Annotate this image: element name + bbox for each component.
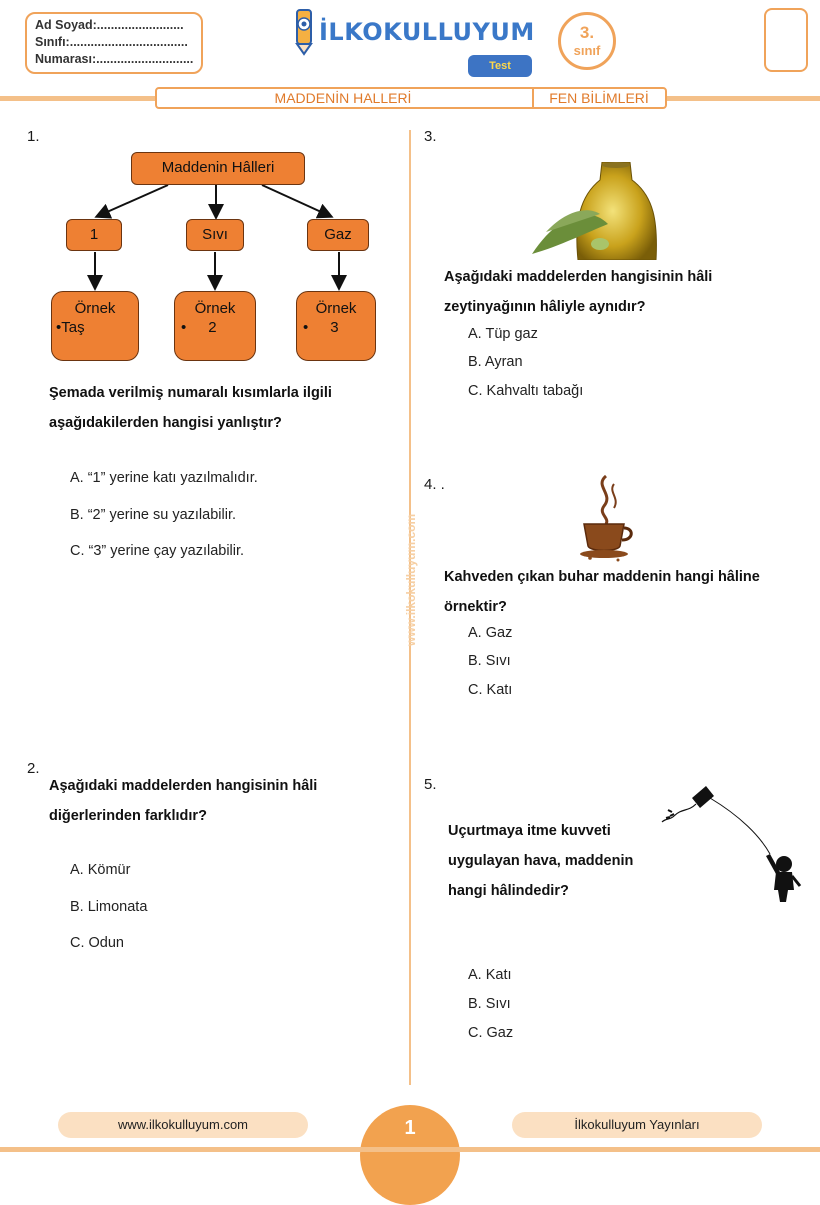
footer-website[interactable]: www.ilkokulluyum.com <box>58 1112 308 1138</box>
test-badge: Test <box>468 55 532 77</box>
grade-number: 3. <box>579 23 595 42</box>
pencil-mascot-icon <box>283 8 323 56</box>
diagram-example-3 <box>296 291 376 361</box>
question-2-number: 2. <box>27 760 40 777</box>
logo-text: İLKOKULLUYUM <box>319 18 535 46</box>
example-1-title: Örnek <box>74 300 116 317</box>
question-1-number: 1. <box>27 128 40 145</box>
example-1-value: Taş <box>61 319 85 336</box>
name-field[interactable]: Ad Soyad:......................... <box>35 18 184 32</box>
diagram-branch-liquid: Sıvı <box>186 219 244 251</box>
example-3-title: Örnek <box>315 300 357 317</box>
question-1-option-a[interactable]: A. “1” yerine katı yazılmalıdır. <box>70 470 258 486</box>
question-5-option-a[interactable]: A. Katı <box>468 967 512 983</box>
question-3-line-2: zeytinyağının hâliyle aynıdır? <box>444 299 646 315</box>
olive-oil-bottle-icon <box>530 162 660 260</box>
question-3-option-c[interactable]: C. Kahvaltı tabağı <box>468 383 584 399</box>
grade-word: sınıf <box>573 43 601 58</box>
footer-rule <box>0 1147 820 1152</box>
question-4-number: 4. . <box>424 476 445 493</box>
question-1-line-2: aşağıdakilerden hangisi yanlıştır? <box>49 415 282 431</box>
diagram-example-2 <box>174 291 256 361</box>
question-3-option-b[interactable]: B. Ayran <box>468 354 523 370</box>
question-4-option-c[interactable]: C. Katı <box>468 682 513 698</box>
question-2-line-2: diğerlerinden farklıdır? <box>49 808 207 824</box>
question-2-option-b[interactable]: B. Limonata <box>70 899 148 915</box>
page-number: 1 <box>404 1117 416 1139</box>
logo <box>283 8 538 56</box>
grade-badge <box>558 12 616 70</box>
example-2-bullet: • <box>181 319 187 336</box>
question-4-line-1: Kahveden çıkan buhar maddenin hangi hâline <box>444 569 760 585</box>
question-5-line-3: hangi hâlindedir? <box>448 883 569 899</box>
question-3-line-1: Aşağıdaki maddelerden hangisinin hâli <box>444 269 713 285</box>
question-5-number: 5. <box>424 776 437 793</box>
question-5-text <box>448 816 668 906</box>
question-5-option-c[interactable]: C. Gaz <box>468 1025 514 1041</box>
subject-title: FEN BİLİMLERİ <box>532 89 664 107</box>
question-2-text <box>49 771 399 831</box>
question-3-number: 3. <box>424 128 437 145</box>
question-1-line-1: Şemada verilmiş numaralı kısımlarla ilgili <box>49 385 332 401</box>
child-flying-kite-icon <box>660 786 810 906</box>
question-1-option-b[interactable]: B. “2” yerine su yazılabilir. <box>70 507 237 523</box>
question-4-option-a[interactable]: A. Gaz <box>468 625 513 641</box>
question-3-text <box>444 262 814 322</box>
steaming-coffee-cup-icon <box>578 474 636 564</box>
diagram-root-box: Maddenin Hâlleri <box>131 152 305 185</box>
question-2-option-a[interactable]: A. Kömür <box>70 862 131 878</box>
question-2-option-c[interactable]: C. Odun <box>70 935 124 951</box>
question-5-line-2: uygulayan hava, maddenin <box>448 853 634 869</box>
diagram-branch-1: 1 <box>66 219 122 251</box>
question-1-option-c[interactable]: C. “3” yerine çay yazılabilir. <box>70 543 245 559</box>
example-2-title: Örnek <box>194 300 236 317</box>
question-1-text <box>49 378 399 438</box>
question-2-line-1: Aşağıdaki maddelerden hangisinin hâli <box>49 778 318 794</box>
topic-title: MADDENİN HALLERİ <box>274 90 412 106</box>
footer-publisher: İlkokulluyum Yayınları <box>512 1112 762 1138</box>
example-2-value: 2 <box>208 319 217 336</box>
question-5-line-1: Uçurtmaya itme kuvveti <box>448 823 611 839</box>
question-4-line-2: örnektir? <box>444 599 507 615</box>
student-info-box <box>25 12 203 74</box>
states-of-matter-diagram <box>40 145 400 370</box>
question-3-option-a[interactable]: A. Tüp gaz <box>468 326 538 342</box>
diagram-branch-gas: Gaz <box>307 219 369 251</box>
class-field[interactable]: Sınıfı:.................................. <box>35 35 188 49</box>
number-field[interactable]: Numarası:............................ <box>35 52 194 66</box>
score-box[interactable] <box>764 8 808 72</box>
example-3-bullet: • <box>303 319 309 336</box>
question-4-option-b[interactable]: B. Sıvı <box>468 653 511 669</box>
question-4-text <box>444 562 814 622</box>
diagram-example-1 <box>51 291 139 361</box>
question-5-option-b[interactable]: B. Sıvı <box>468 996 511 1012</box>
example-3-value: 3 <box>330 319 339 336</box>
watermark: www.ilkokulluyum.com <box>404 513 418 647</box>
example-1-bullet: • <box>56 319 62 336</box>
